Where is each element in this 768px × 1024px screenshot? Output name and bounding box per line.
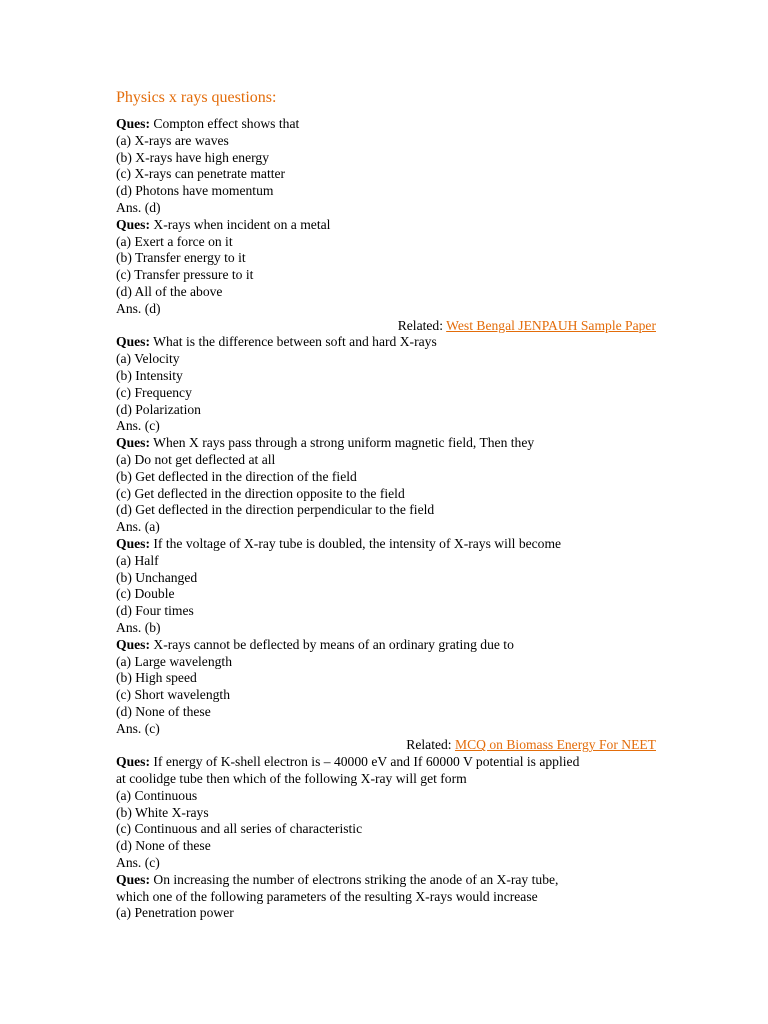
question-text-line-1: On increasing the number of electrons striking the anode of an X-ray tube, bbox=[153, 871, 559, 887]
option-c: (c) Short wavelength bbox=[116, 687, 231, 703]
option-a: (a) Exert a force on it bbox=[116, 233, 233, 249]
question-5 bbox=[116, 536, 656, 553]
ques-label: Ques: bbox=[116, 754, 150, 770]
ques-label: Ques: bbox=[116, 334, 150, 350]
option-b: (b) White X-rays bbox=[116, 804, 209, 820]
answer: Ans. (c) bbox=[116, 418, 160, 434]
option-d: (d) Get deflected in the direction perpendicular to the field bbox=[116, 502, 435, 518]
answer: Ans. (d) bbox=[116, 199, 161, 215]
option-a: (a) Large wavelength bbox=[116, 653, 232, 669]
related-line-2 bbox=[116, 737, 656, 754]
question-text: X-rays when incident on a metal bbox=[153, 216, 331, 232]
option-b: (b) Get deflected in the direction of the field bbox=[116, 468, 357, 484]
related-line-1 bbox=[116, 318, 656, 335]
option-a: (a) Continuous bbox=[116, 787, 198, 803]
option-a: (a) Penetration power bbox=[116, 905, 234, 921]
question-text: If the voltage of X-ray tube is doubled, the intensity of X-rays will become bbox=[153, 535, 562, 551]
option-d: (d) All of the above bbox=[116, 283, 223, 299]
ques-label: Ques: bbox=[116, 871, 150, 887]
option-a: (a) Do not get deflected at all bbox=[116, 451, 276, 467]
question-text: Compton effect shows that bbox=[153, 116, 300, 131]
page-title: Physics x rays questions: bbox=[116, 89, 277, 106]
option-c: (c) Get deflected in the direction opposite to the field bbox=[116, 485, 405, 501]
question-text: X-rays cannot be deflected by means of an ordinary grating due to bbox=[153, 636, 514, 652]
related-label: Related: bbox=[397, 317, 443, 333]
question-7 bbox=[116, 754, 656, 771]
question-1 bbox=[116, 116, 656, 133]
question-text-line-1: If energy of K-shell electron is – 40000 eV and If 60000 V potential is applied bbox=[153, 754, 580, 770]
option-b: (b) High speed bbox=[116, 670, 197, 686]
ques-label: Ques: bbox=[116, 216, 150, 232]
ques-label: Ques: bbox=[116, 535, 150, 551]
option-b: (b) Intensity bbox=[116, 367, 183, 383]
related-label: Related: bbox=[406, 737, 452, 753]
option-d: (d) Polarization bbox=[116, 401, 201, 417]
question-text-line-2: at coolidge tube then which of the following X-ray will get form bbox=[116, 771, 467, 787]
document-content bbox=[116, 88, 656, 922]
answer: Ans. (c) bbox=[116, 720, 160, 736]
option-c: (c) X-rays can penetrate matter bbox=[116, 166, 286, 182]
option-a: (a) Velocity bbox=[116, 351, 180, 367]
option-c: (c) Double bbox=[116, 586, 175, 602]
ques-label: Ques: bbox=[116, 435, 150, 451]
option-b: (b) Unchanged bbox=[116, 569, 198, 585]
option-b: (b) X-rays have high energy bbox=[116, 149, 270, 165]
answer: Ans. (c) bbox=[116, 855, 160, 871]
option-d: (d) None of these bbox=[116, 703, 211, 719]
option-c: (c) Transfer pressure to it bbox=[116, 267, 254, 283]
option-d: (d) Photons have momentum bbox=[116, 183, 274, 199]
option-c: (c) Frequency bbox=[116, 384, 192, 400]
option-a: (a) X-rays are waves bbox=[116, 132, 229, 148]
answer: Ans. (b) bbox=[116, 619, 161, 635]
question-2 bbox=[116, 217, 656, 234]
option-b: (b) Transfer energy to it bbox=[116, 250, 246, 266]
question-4 bbox=[116, 435, 656, 452]
question-text-line-2: which one of the following parameters of the resulting X-rays would increase bbox=[116, 888, 538, 904]
option-c: (c) Continuous and all series of characteristic bbox=[116, 821, 363, 837]
question-6 bbox=[116, 637, 656, 654]
related-link-west-bengal[interactable]: West Bengal JENPAUH Sample Paper bbox=[446, 317, 656, 333]
related-link-biomass[interactable]: MCQ on Biomass Energy For NEET bbox=[454, 737, 656, 753]
option-a: (a) Half bbox=[116, 552, 159, 568]
answer: Ans. (d) bbox=[116, 300, 161, 316]
ques-label: Ques: bbox=[116, 636, 150, 652]
question-text: When X rays pass through a strong uniform magnetic field, Then they bbox=[153, 435, 535, 451]
question-text: What is the difference between soft and hard X-rays bbox=[153, 334, 437, 350]
question-3 bbox=[116, 334, 656, 351]
question-8 bbox=[116, 872, 656, 889]
ques-label: Ques: bbox=[116, 116, 150, 131]
answer: Ans. (a) bbox=[116, 519, 160, 535]
option-d: (d) None of these bbox=[116, 838, 211, 854]
option-d: (d) Four times bbox=[116, 603, 194, 619]
